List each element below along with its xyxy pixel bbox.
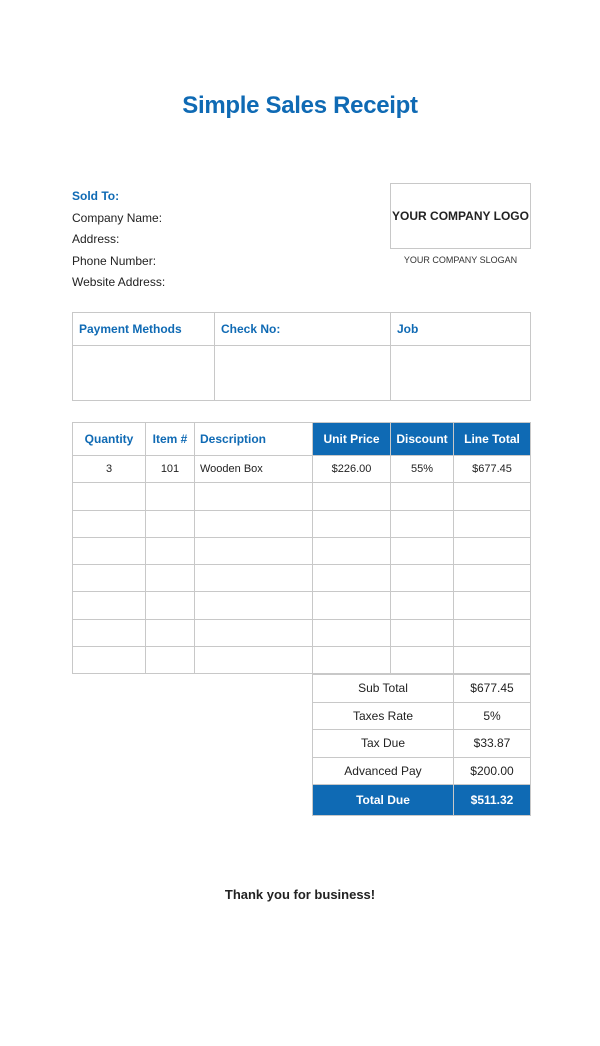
description-cell	[195, 592, 313, 619]
table-row	[73, 456, 531, 483]
total-due-label: Total Due	[313, 785, 454, 816]
line-total-cell	[454, 592, 531, 619]
sold-to-label: Sold To:	[72, 189, 120, 203]
total-due-row	[313, 785, 531, 816]
unit-price-cell	[313, 510, 391, 537]
total-due-value: $511.32	[454, 785, 531, 816]
item-number-cell	[146, 565, 195, 592]
item-number-cell	[146, 592, 195, 619]
advanced-pay-row	[313, 757, 531, 785]
quantity-cell	[73, 619, 146, 646]
tax-rate-label: Taxes Rate	[313, 702, 454, 730]
item-number-cell	[146, 647, 195, 674]
items-header-row	[73, 423, 531, 456]
tax-due-label: Tax Due	[313, 730, 454, 758]
company-name-field: Company Name:	[72, 210, 163, 225]
table-row	[73, 647, 531, 674]
discount-cell	[391, 565, 454, 592]
job-value	[391, 346, 531, 401]
discount-cell	[391, 592, 454, 619]
subtotal-row	[313, 675, 531, 703]
description-header: Description	[195, 423, 313, 456]
description-cell	[195, 647, 313, 674]
subtotal-value: $677.45	[454, 675, 531, 703]
item-number-cell	[146, 510, 195, 537]
description-cell: Wooden Box	[195, 456, 313, 483]
sold-to-section	[72, 186, 165, 294]
page-title: Simple Sales Receipt	[182, 92, 418, 119]
payment-methods-value	[73, 346, 215, 401]
table-row	[73, 619, 531, 646]
advanced-pay-value: $200.00	[454, 757, 531, 785]
discount-cell	[391, 483, 454, 510]
quantity-header: Quantity	[73, 423, 146, 456]
website-address-field: Website Address:	[72, 275, 166, 289]
item-number-header: Item #	[146, 423, 195, 456]
unit-price-cell	[313, 537, 391, 564]
description-cell	[195, 483, 313, 510]
line-total-cell	[454, 483, 531, 510]
quantity-cell	[73, 592, 146, 619]
line-total-cell	[454, 537, 531, 564]
discount-cell	[391, 510, 454, 537]
description-cell	[195, 510, 313, 537]
description-cell	[195, 619, 313, 646]
discount-header: Discount	[391, 423, 454, 456]
unit-price-cell: $226.00	[313, 456, 391, 483]
check-no-value	[215, 346, 391, 401]
quantity-cell: 3	[73, 456, 146, 483]
item-number-cell	[146, 537, 195, 564]
discount-cell	[391, 647, 454, 674]
item-number-cell: 101	[146, 456, 195, 483]
unit-price-cell	[313, 483, 391, 510]
job-header: Job	[391, 313, 531, 346]
discount-cell: 55%	[391, 456, 454, 483]
phone-number-field: Phone Number:	[72, 253, 157, 268]
item-number-cell	[146, 483, 195, 510]
subtotal-label: Sub Total	[313, 675, 454, 703]
line-total-cell	[454, 565, 531, 592]
quantity-cell	[73, 483, 146, 510]
table-row	[73, 592, 531, 619]
unit-price-cell	[313, 565, 391, 592]
totals-table	[312, 674, 531, 816]
line-total-cell	[454, 647, 531, 674]
item-number-cell	[146, 619, 195, 646]
company-logo-placeholder: YOUR COMPANY LOGO	[390, 183, 531, 249]
table-row	[73, 565, 531, 592]
tax-rate-value: 5%	[454, 702, 531, 730]
thank-you-message: Thank you for business!	[224, 887, 376, 902]
advanced-pay-label: Advanced Pay	[313, 757, 454, 785]
line-total-cell	[454, 510, 531, 537]
tax-rate-row	[313, 702, 531, 730]
quantity-cell	[73, 510, 146, 537]
table-row	[73, 510, 531, 537]
line-total-cell	[454, 619, 531, 646]
unit-price-cell	[313, 592, 391, 619]
company-slogan: YOUR COMPANY SLOGAN	[403, 255, 518, 265]
items-table	[72, 422, 531, 674]
tax-due-row	[313, 730, 531, 758]
quantity-cell	[73, 537, 146, 564]
discount-cell	[391, 619, 454, 646]
unit-price-cell	[313, 647, 391, 674]
check-no-header: Check No:	[215, 313, 391, 346]
line-total-cell: $677.45	[454, 456, 531, 483]
quantity-cell	[73, 565, 146, 592]
quantity-cell	[73, 647, 146, 674]
table-row	[73, 483, 531, 510]
address-field: Address:	[72, 232, 120, 246]
description-cell	[195, 537, 313, 564]
line-total-header: Line Total	[454, 423, 531, 456]
payment-table	[72, 312, 531, 401]
payment-methods-header: Payment Methods	[73, 313, 215, 346]
description-cell	[195, 565, 313, 592]
discount-cell	[391, 537, 454, 564]
unit-price-cell	[313, 619, 391, 646]
unit-price-header: Unit Price	[313, 423, 391, 456]
tax-due-value: $33.87	[454, 730, 531, 758]
table-row	[73, 537, 531, 564]
